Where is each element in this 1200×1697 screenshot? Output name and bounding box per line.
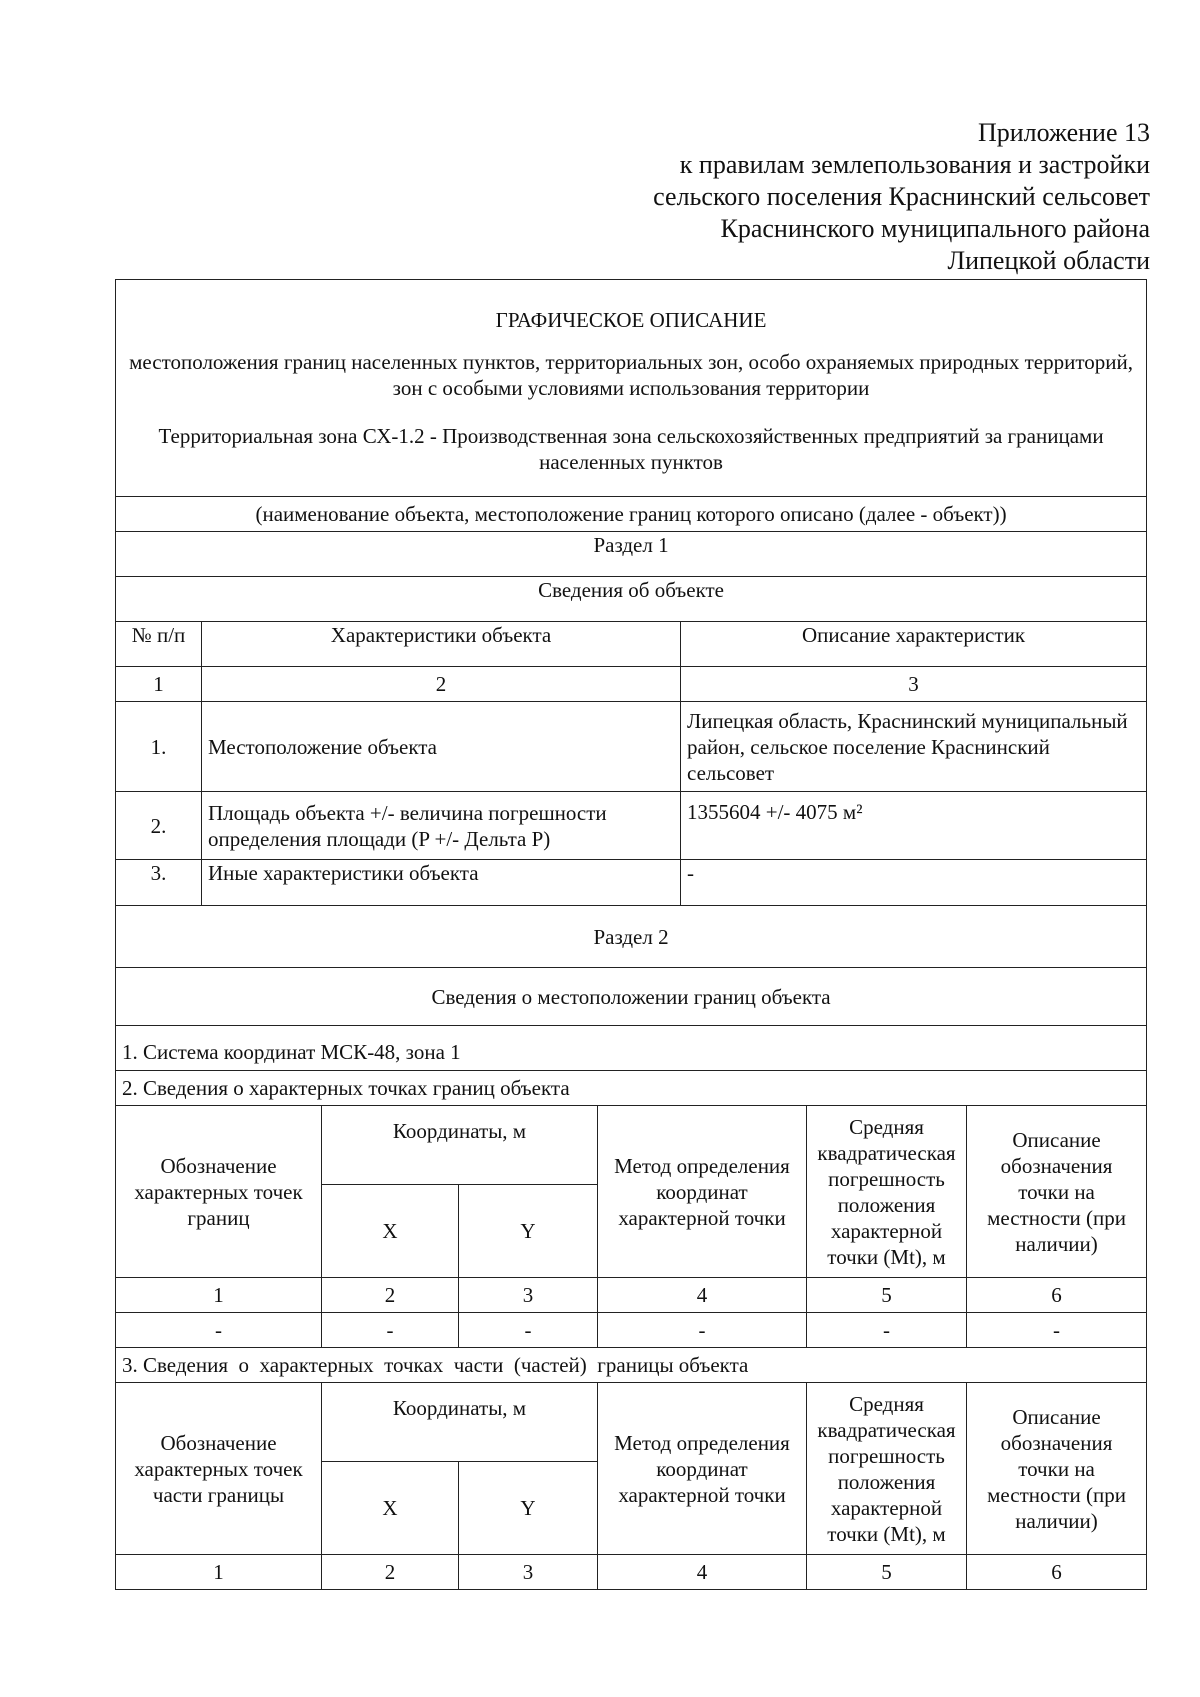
parts-header-x: X <box>322 1462 459 1555</box>
row-number: 3. <box>116 860 202 906</box>
col-number: 6 <box>967 1555 1147 1590</box>
col-number: 5 <box>807 1278 967 1313</box>
appendix-line: к правилам землепользования и застройки <box>679 150 1150 179</box>
document-title: ГРАФИЧЕСКОЕ ОПИСАНИЕ <box>495 308 767 332</box>
col-number: 1 <box>116 667 202 702</box>
table-cell: - <box>116 1313 322 1348</box>
col-number: 2 <box>322 1278 459 1313</box>
appendix-line: Краснинского муниципального района <box>720 214 1150 243</box>
row-description: - <box>681 860 1147 906</box>
points-header-designation: Обозначение характерных точек границ <box>116 1106 322 1278</box>
points-header-method: Метод определения координат характерной точки <box>598 1106 807 1278</box>
col-number: 2 <box>202 667 681 702</box>
section1-subtitle: Сведения об объекте <box>116 577 1147 622</box>
section2-title: Раздел 2 <box>116 906 1147 968</box>
row-characteristic: Площадь объекта +/- величина погрешности определения площади (P +/- Дельта P) <box>202 792 681 860</box>
points-header-x: X <box>322 1185 459 1278</box>
points-section-title: 2. Сведения о характерных точках границ объекта <box>116 1071 1147 1106</box>
col-number: 3 <box>459 1555 598 1590</box>
parts-section-title: 3. Сведения о характерных точках части (частей) границы объекта <box>116 1348 1147 1383</box>
appendix-line: Липецкой области <box>947 246 1150 275</box>
col-number: 4 <box>598 1555 807 1590</box>
row-description: Липецкая область, Краснинский муниципальный район, сельское поселение Краснинский сельсовет <box>681 702 1147 792</box>
parts-header-y: Y <box>459 1462 598 1555</box>
col-header-description: Описание характеристик <box>681 622 1147 667</box>
points-header-error: Средняя квадратическая погрешность положения характерной точки (Mt), м <box>807 1106 967 1278</box>
col-number: 5 <box>807 1555 967 1590</box>
location-description: местоположения границ населенных пунктов, территориальных зон, особо охраняемых природных территорий, зон с особыми условиями использования территории <box>129 350 1133 400</box>
col-header-number: № п/п <box>116 622 202 667</box>
table-row <box>116 702 1147 792</box>
row-number: 1. <box>116 702 202 792</box>
appendix-line: Приложение 13 <box>977 118 1150 147</box>
col-header-characteristic: Характеристики объекта <box>202 622 681 667</box>
appendix-line: сельского поселения Краснинский сельсовет <box>653 182 1150 211</box>
points-header-description: Описание обозначения точки на местности (при наличии) <box>967 1106 1147 1278</box>
col-number: 3 <box>459 1278 598 1313</box>
col-number: 4 <box>598 1278 807 1313</box>
parts-header-designation: Обозначение характерных точек части границы <box>116 1383 322 1555</box>
parts-header-coordinates: Координаты, м <box>322 1383 598 1462</box>
row-characteristic: Иные характеристики объекта <box>202 860 681 906</box>
section1-title: Раздел 1 <box>116 532 1147 577</box>
coordinate-system: 1. Система координат МСК-48, зона 1 <box>116 1026 1147 1071</box>
parts-header-error: Средняя квадратическая погрешность положения характерной точки (Mt), м <box>807 1383 967 1555</box>
document-header-cell <box>116 280 1147 497</box>
table-cell: - <box>459 1313 598 1348</box>
row-number: 2. <box>116 792 202 860</box>
section2-subtitle: Сведения о местоположении границ объекта <box>116 968 1147 1026</box>
table-cell: - <box>322 1313 459 1348</box>
col-number: 1 <box>116 1555 322 1590</box>
appendix-header <box>653 117 1150 277</box>
table-row <box>116 792 1147 860</box>
table-row <box>116 860 1147 906</box>
graphic-description-table <box>115 279 1147 1590</box>
col-number: 6 <box>967 1278 1147 1313</box>
row-description: 1355604 +/- 4075 м² <box>681 792 1147 860</box>
col-number: 3 <box>681 667 1147 702</box>
table-cell: - <box>598 1313 807 1348</box>
row-characteristic: Местоположение объекта <box>202 702 681 792</box>
table-cell: - <box>807 1313 967 1348</box>
table-row <box>116 1313 1147 1348</box>
object-note: (наименование объекта, местоположение границ которого описано (далее - объект)) <box>116 497 1147 532</box>
parts-header-method: Метод определения координат характерной точки <box>598 1383 807 1555</box>
parts-header-description: Описание обозначения точки на местности (при наличии) <box>967 1383 1147 1555</box>
zone-name: Территориальная зона СХ-1.2 - Производственная зона сельскохозяйственных предприятий за границами населенных пунктов <box>158 424 1104 474</box>
col-number: 2 <box>322 1555 459 1590</box>
table-cell: - <box>967 1313 1147 1348</box>
col-number: 1 <box>116 1278 322 1313</box>
points-header-y: Y <box>459 1185 598 1278</box>
points-header-coordinates: Координаты, м <box>322 1106 598 1185</box>
